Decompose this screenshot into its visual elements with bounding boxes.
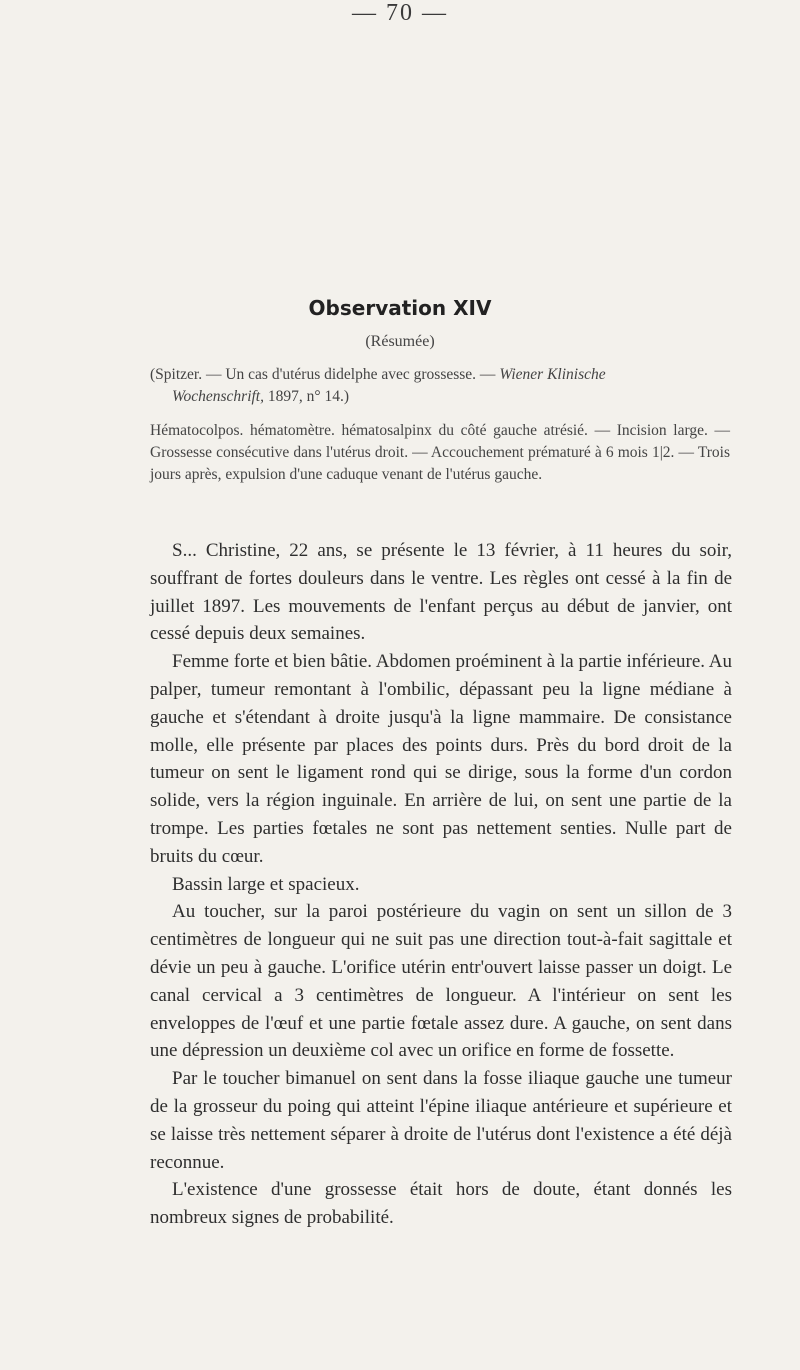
reference-suffix: 1897, n° 14.)	[267, 388, 349, 405]
reference-journal-cont: Wochenschrift,	[172, 388, 264, 405]
paragraph-palpation: Femme forte et bien bâtie. Abdomen proéminent à la partie inférieure. Au palper, tumeur remontant à l'ombilic, dépassant peu la ligne médiane à gauche et s'étendant à droite jusqu'à la ligne mammaire. De consistance molle, elle présente par places des points durs. Près du bord droit de la tumeur on sent le ligament rond qui se dirige, sous la forme d'un cordon solide, vers la région inguinale. En arrière de lui, on sent une partie de la trompe. Les parties fœtales ne sont pas nettement senties. Nulle part de bruits du cœur.	[150, 651, 732, 867]
case-body	[150, 537, 732, 1232]
paragraph-patient-history: S... Christine, 22 ans, se présente le 13 février, à 11 heures du soir, souffrant de fortes douleurs dans le ventre. Les règles ont cessé à la fin de juillet 1897. Les mouvements de l'enfant perçus au début de janvier, ont cessé depuis deux semaines.	[150, 540, 732, 645]
case-summary: Hématocolpos. hématomètre. hématosalpinx du côté gauche atrésié. — Incision large. — Grossesse consécutive dans l'utérus droit. — Accouchement prématuré à 6 mois 1|2. — Trois jours après, expulsion d'une caduque venant de l'utérus gauche.	[150, 422, 730, 483]
paragraph-pelvis: Bassin large et spacieux.	[172, 873, 360, 895]
reference-line-2	[150, 386, 730, 408]
bibliographic-reference	[150, 364, 730, 408]
observation-title: Observation XIV	[308, 296, 492, 320]
reference-prefix: (Spitzer. — Un cas d'utérus didelphe avec grossesse. —	[150, 366, 496, 383]
paragraph-bimanual-exam: Par le toucher bimanuel on sent dans la fosse iliaque gauche une tumeur de la grosseur du poing qui atteint l'épine iliaque antérieure et supérieure et se laisse très nettement séparer à droite de l'utérus dont l'existence a été déjà reconnue.	[150, 1068, 732, 1173]
page-number: — 70 —	[352, 0, 448, 26]
reference-line-1	[150, 364, 730, 386]
paragraph-vaginal-exam: Au toucher, sur la paroi postérieure du vagin on sent un sillon de 3 centimètres de longueur qui ne suit pas une direction tout-à-fait sagittale et dévie un peu à gauche. L'orifice utérin entr'ouvert laisse passer un doigt. Le canal cervical a 3 centimètres de longueur. A l'intérieur on sent les enveloppes de l'œuf et une partie fœtale assez dure. A gauche, on sent dans une dépression un deuxième col avec un orifice en forme de fossette.	[150, 901, 732, 1062]
paragraph-conclusion: L'existence d'une grossesse était hors de doute, étant donnés les nombreux signes de probabilité.	[150, 1179, 732, 1229]
reference-journal: Wiener Klinische	[499, 366, 606, 383]
observation-subtitle: (Résumée)	[365, 333, 435, 350]
